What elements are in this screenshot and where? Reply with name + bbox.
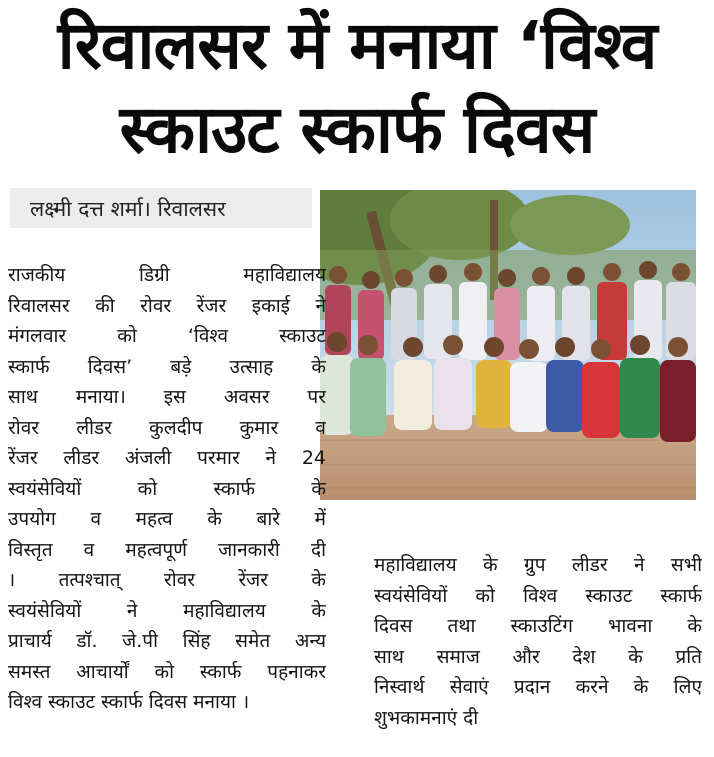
article-line: समस्त आचार्यों को स्कार्फ पहनाकर bbox=[8, 660, 326, 683]
article-line: साथ समाज और देश के प्रति bbox=[374, 645, 702, 668]
article-line: शुभकामनाएं दी bbox=[374, 706, 479, 729]
byline: लक्ष्मी दत्त शर्मा। रिवालसर bbox=[30, 197, 226, 221]
article-column-1 bbox=[8, 260, 326, 718]
article-line: महाविद्यालय के ग्रुप लीडर ने सभी bbox=[374, 554, 702, 576]
article-line: रेंजर लीडर अंजली परमार ने 24 bbox=[8, 447, 326, 469]
article-line: स्वयंसेवियों को स्कार्फ के bbox=[8, 477, 326, 500]
article-line: स्कार्फ दिवस’ बड़े उत्साह के bbox=[8, 355, 326, 378]
group-photo bbox=[320, 190, 696, 500]
article-line: मंगलवार को ‘विश्व स्काउट bbox=[8, 325, 326, 347]
article-line: स्वयंसेवियों को विश्व स्काउट स्कार्फ bbox=[374, 584, 702, 607]
article-line: । तत्पश्चात् रोवर रेंजर के bbox=[8, 569, 326, 591]
article-line: उपयोग व महत्व के बारे में bbox=[8, 508, 326, 530]
headline-line-1: रिवालसर में मनाया ‘विश्व bbox=[57, 7, 657, 84]
headline-line-2: स्काउट स्कार्फ दिवस bbox=[119, 91, 595, 168]
group-photo-icon bbox=[320, 190, 696, 500]
article-line: विस्तृत व महत्वपूर्ण जानकारी दी bbox=[8, 538, 326, 561]
article-line: राजकीय डिग्री महाविद्यालय bbox=[8, 264, 326, 286]
article-line: प्राचार्य डॉ. जे.पी सिंह समेत अन्य bbox=[8, 630, 326, 652]
article-column-2 bbox=[374, 550, 702, 733]
article-line: स्वयंसेवियों ने महाविद्यालय के bbox=[8, 599, 326, 622]
article-line: निस्वार्थ सेवाएं प्रदान करने के लिए bbox=[374, 676, 702, 698]
article-line: साथ मनाया। इस अवसर पर bbox=[8, 386, 326, 408]
article-line: रिवालसर की रोवर रेंजर इकाई ने bbox=[8, 294, 326, 317]
article-line: विश्व स्काउट स्कार्फ दिवस मनाया । bbox=[8, 691, 250, 713]
article-line: दिवस तथा स्काउटिंग भावना के bbox=[374, 615, 702, 637]
article-line: रोवर लीडर कुलदीप कुमार व bbox=[8, 416, 326, 439]
